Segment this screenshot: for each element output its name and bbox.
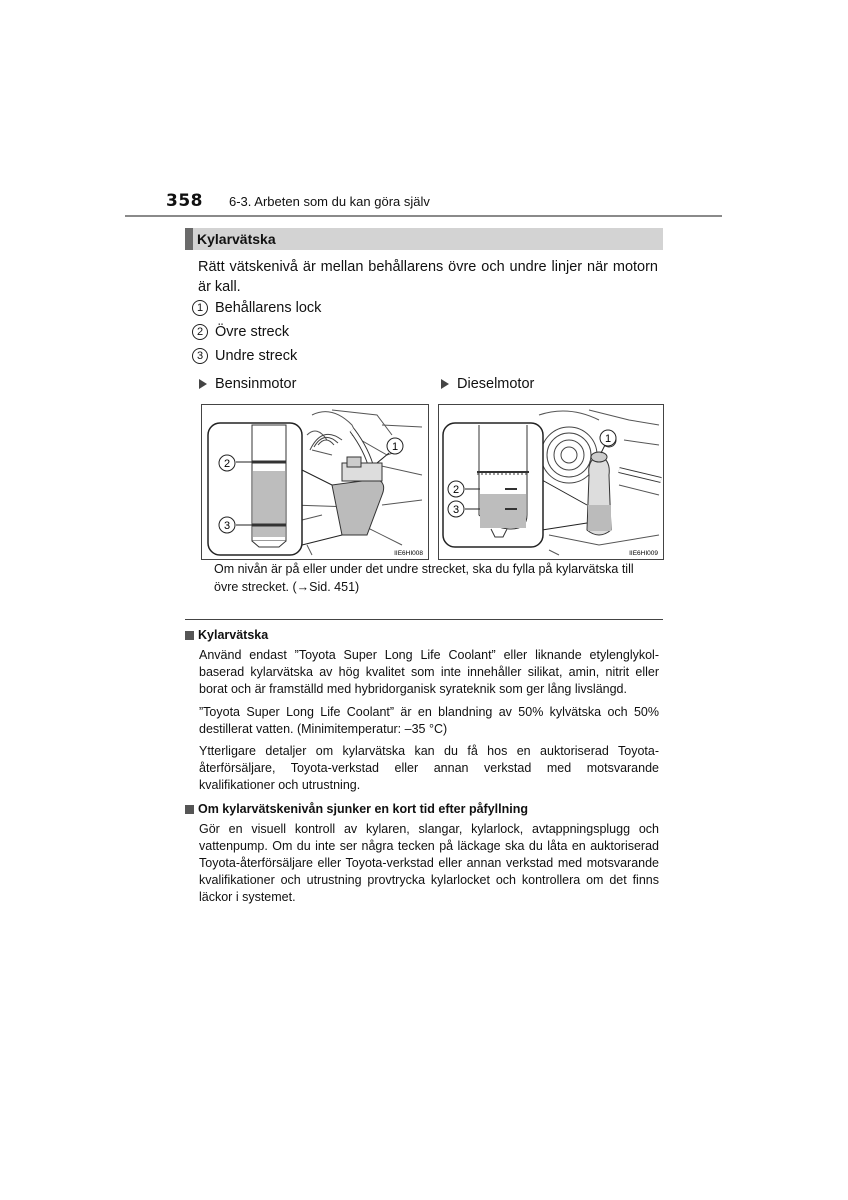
item-upper-line [192,324,289,340]
callout-number: 3 [452,504,460,516]
petrol-reservoir-illustration [202,405,428,559]
header-divider [125,215,722,217]
engine-label-text: Bensinmotor [215,376,297,392]
note-heading-coolant [185,628,268,642]
item-lower-line [192,348,297,364]
page-number: 358 [166,191,203,211]
section-heading [185,228,663,250]
engine-label-petrol [199,376,296,392]
figure-diesel-engine [438,404,664,560]
figure-code: IIE6HI009 [629,550,658,557]
figure-petrol-engine [201,404,429,560]
callout-number: 3 [223,520,231,532]
figure-caption: Om nivån är på eller under det undre strecket, ska du fylla på kylarvätska till övre strecket. (→Sid. 451) [214,562,634,594]
callout-number: 2 [452,484,460,496]
section-heading-text: Kylarvätska [197,231,276,247]
note-paragraph: Använd endast ”Toyota Super Long Life Coolant” eller liknande etylenglykol-baserad kylarvätska av hög kvalitet som inte innehåller silikat, amin, nitrit eller borat och är framställd med hybridorganisk syrateknik som ger lång livslängd. [199,648,659,696]
note-paragraph: ”Toyota Super Long Life Coolant” är en blandning av 50% kylvätska och 50% destillerat vatten. (Minimitemperatur: –35 °C) [199,705,659,736]
engine-label-text: Dieselmotor [457,376,535,392]
intro-text: Rätt vätskenivå är mellan behållarens övre och undre linjer när motorn är kall. [198,259,658,295]
section-heading-bar [185,228,193,250]
item-label: Undre streck [215,348,298,364]
notes-divider [185,619,663,620]
note-heading-text: Om kylarvätskenivån sjunker en kort tid efter påfyllning [198,802,528,816]
callout-number: 1 [391,441,399,453]
figure-code: IIE6HI008 [394,550,423,557]
callout-number: 2 [223,458,231,470]
item-number: 2 [192,324,208,340]
diesel-reservoir-illustration [439,405,663,559]
item-number: 1 [192,300,208,316]
note-heading-text: Kylarvätska [198,628,269,642]
triangle-bullet-icon [199,379,207,389]
square-bullet-icon [185,631,194,640]
callout-number: 1 [604,433,612,445]
chapter-title: 6-3. Arbeten som du kan göra själv [229,194,430,209]
square-bullet-icon [185,805,194,814]
item-number: 3 [192,348,208,364]
engine-label-diesel [441,376,534,392]
triangle-bullet-icon [441,379,449,389]
note-paragraph: Ytterligare detaljer om kylarvätska kan du få hos en auktoriserad Toyota-återförsäljare, Toyota-verkstad eller annan verkstad med motsvarande kvalifikationer och utrustning. [199,744,659,792]
item-label: Övre streck [215,324,290,340]
note-heading-level-drop [185,802,528,816]
item-label: Behållarens lock [215,300,322,316]
note-paragraph: Gör en visuell kontroll av kylaren, slangar, kylarlock, avtappningsplugg och vattenpump. Om du inte ser några tecken på läckage ska du låta en auktoriserad Toyota-återförsäljare eller Toyota-verkstad eller annan verkstad med motsvarande kvalifikationer och utrustning provtrycka kylarlocket och kontrollera om det finns läckor i systemet. [199,822,659,904]
item-cap [192,300,321,316]
